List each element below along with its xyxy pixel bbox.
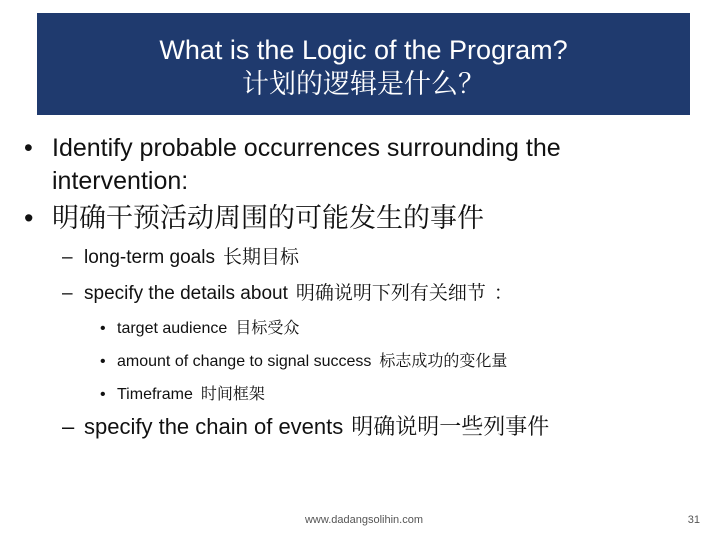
bullet-text: 明确干预活动周围的可能发生的事件 xyxy=(52,203,484,233)
slide-body xyxy=(20,132,710,442)
bullet-marker: • xyxy=(100,320,106,337)
detail-item-target-audience xyxy=(20,318,710,340)
slide-title-english: What is the Logic of the Program? xyxy=(159,35,568,65)
detail-chinese: 目标受众 xyxy=(235,320,300,337)
footer-url: www.dadangsolihin.com xyxy=(304,514,423,526)
bullet-text: Identify probable occurrences surrounding the intervention: xyxy=(52,134,561,195)
detail-chinese: 标志成功的变化量 xyxy=(379,353,508,370)
bullet-marker: • xyxy=(24,203,34,233)
detail-chinese: 时间框架 xyxy=(200,386,265,403)
dash-marker: – xyxy=(62,247,73,268)
subbullet-long-term-goals xyxy=(20,245,710,271)
dash-marker: – xyxy=(62,414,75,439)
subbullet-english: specify the details about xyxy=(84,283,288,304)
detail-english: amount of change to signal success xyxy=(117,353,372,370)
bullet-marker: • xyxy=(100,353,106,370)
detail-item-amount-of-change xyxy=(20,351,710,373)
subbullet-english: specify the chain of events xyxy=(84,414,344,439)
slide-page-number: 31 xyxy=(687,514,700,526)
subbullet-english: long-term goals xyxy=(84,247,215,268)
bullet-identify-occurrences xyxy=(20,132,692,198)
slide-title-chinese: 计划的逻辑是什么？ xyxy=(242,69,485,99)
bullet-marker: • xyxy=(100,386,106,403)
detail-english: target audience xyxy=(117,320,228,337)
slide-title-box xyxy=(37,13,690,115)
dash-marker: – xyxy=(62,283,73,304)
subbullet-specify-details xyxy=(20,281,710,307)
bullet-marker: • xyxy=(24,134,33,162)
subbullet-chain-of-events xyxy=(20,412,710,442)
subbullet-chinese: 明确说明一些列事件 xyxy=(351,414,550,439)
detail-english: Timeframe xyxy=(117,386,193,403)
subbullet-suffix: ： xyxy=(493,283,513,304)
detail-item-timeframe xyxy=(20,384,710,406)
bullet-chinese-occurrences xyxy=(20,202,710,235)
subbullet-chinese: 明确说明下列有关细节 xyxy=(295,283,486,304)
subbullet-chinese: 长期目标 xyxy=(222,247,299,268)
